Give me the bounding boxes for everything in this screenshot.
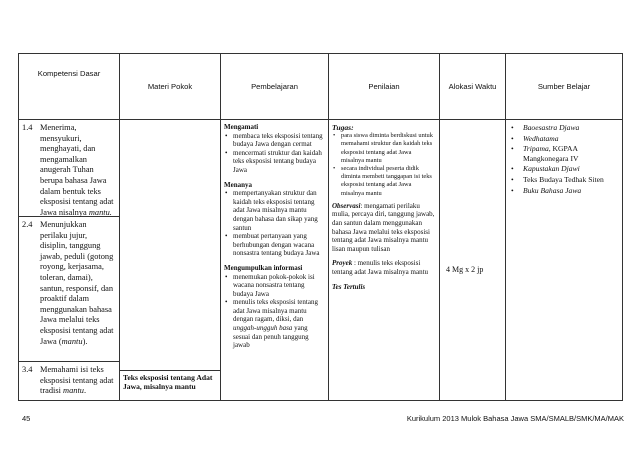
penilaian-cell <box>329 120 440 401</box>
kd-number: 2.4 <box>22 220 33 229</box>
materi-text: Teks eksposisi tentang Adat Jawa, misalnya mantu <box>120 370 220 393</box>
kd-text: Memahami isi teks eksposisi tentang adat tradisi mantu. <box>40 365 114 396</box>
menanya-title: Menanya <box>224 180 252 189</box>
list-item: • Teks Budaya Tedhak Siten <box>509 175 619 185</box>
content-row <box>19 120 623 401</box>
kd-item-1-4 <box>19 120 119 216</box>
document-title: Kurikulum 2013 Mulok Bahasa Jawa SMA/SMALB/SMK/MA/MAK <box>406 414 624 423</box>
materi-cell <box>120 120 221 401</box>
list-item: • menulis teks eksposisi tentang adat Jawa misalnya mantu dengan ragam, diksi, dan unggah-ungguh basa yang sesuai dan penuh tanggung jawab <box>224 298 325 350</box>
alokasi-cell <box>440 120 506 401</box>
mengamati-list <box>224 132 325 175</box>
tugas-list <box>332 132 436 198</box>
header-sumber-belajar: Sumber Belajar <box>506 54 623 120</box>
list-item: • Tripama, KGPAA Mangkonegara IV <box>509 144 619 163</box>
alokasi-text: 4 Mg x 2 jp <box>446 265 484 275</box>
list-item: • membaca teks eksposisi tentang budaya Jawa dengan cermat <box>224 132 325 149</box>
observasi-block: Observasi: mengamati perilaku mulia, percaya diri, tanggung jawab, dan santun dalam menggunakan bahasa Jawa melalui teks eksposisi tentang adat Jawa misalnya mantu lisan maupun tulisan <box>332 201 435 253</box>
kd-number: 3.4 <box>22 365 33 374</box>
list-item: • para siswa diminta berdiskusi untuk memahami struktur dan kaidah teks eksposisi tentang adat Jawa misalnya mantu <box>332 132 436 165</box>
mengamati-title: Mengamati <box>224 123 259 131</box>
header-alokasi-waktu: Alokasi Waktu <box>440 54 506 120</box>
list-item: • Wedhatama <box>509 134 619 144</box>
tugas-title: Tugas: <box>332 123 354 132</box>
header-materi-pokok: Materi Pokok <box>120 54 221 120</box>
kompetensi-cell <box>19 120 120 401</box>
list-item: • Buku Bahasa Jawa <box>509 186 619 196</box>
curriculum-table-frame <box>18 53 622 396</box>
list-item: • Kapustakan Djawi <box>509 164 619 174</box>
kd-item-3-4 <box>19 361 119 398</box>
tes-tertulis: Tes Tertulis <box>332 282 366 291</box>
header-penilaian: Penilaian <box>329 54 440 120</box>
sumber-cell <box>506 120 623 401</box>
curriculum-table <box>18 53 623 401</box>
kd-item-2-4 <box>19 216 119 361</box>
menanya-list <box>224 189 325 258</box>
page-footer <box>22 414 624 426</box>
list-item: • Baoesastra Djawa <box>509 123 619 133</box>
header-row <box>19 54 623 120</box>
page-number: 45 <box>22 414 31 423</box>
header-kompetensi-dasar: Kompetensi Dasar <box>19 54 120 120</box>
list-item: • membuat pertanyaan yang berhubungan dengan wacana nonsastra tentang budaya Jawa <box>224 232 325 258</box>
kd-text: Menerima, mensyukuri, menghayati, dan mengamalkan anugerah Tuhan berupa bahasa Jawa dalam bentuk teks eksposisi tentang adat Jawa nisalnya mantu. <box>40 123 114 217</box>
kd-number: 1.4 <box>22 123 33 132</box>
header-pembelajaran: Pembelajaran <box>221 54 329 120</box>
pembelajaran-cell <box>221 120 329 401</box>
list-item: • menemukan pokok-pokok isi wacana nonsastra tentang budaya Jawa <box>224 273 325 299</box>
mengumpulkan-list <box>224 273 325 350</box>
sumber-list <box>509 123 619 195</box>
list-item: • mempertanyakan struktur dan kaidah teks eksposisi tentang adat Jawa misalnya mantu dengan bahasa dan sikap yang santun <box>224 189 325 232</box>
list-item: • secara individual peserta didik diminta membeti tanggapan isi teks eksposisi tentang adat Jawa misalnya mantu <box>332 165 436 198</box>
mengumpulkan-title: Mengumpulkan informasi <box>224 263 303 272</box>
list-item: • mencermati struktur dan kaidah teks eksposisi tentang budaya Jawa <box>224 149 325 175</box>
proyek-block: Proyek : menulis teks eksposisi tentang adat Jawa misalnya mantu <box>332 259 429 276</box>
kd-text: Menunjukkan perilaku jujur, disiplin, tanggung jawab, peduli (gotong royong, kerjasama, toleran, damai), santun, responsif, dan proaktif dalam menggunakan bahasa Jawa melalui teks eksposisi tentang adat Jawa (mantu). <box>40 220 114 346</box>
